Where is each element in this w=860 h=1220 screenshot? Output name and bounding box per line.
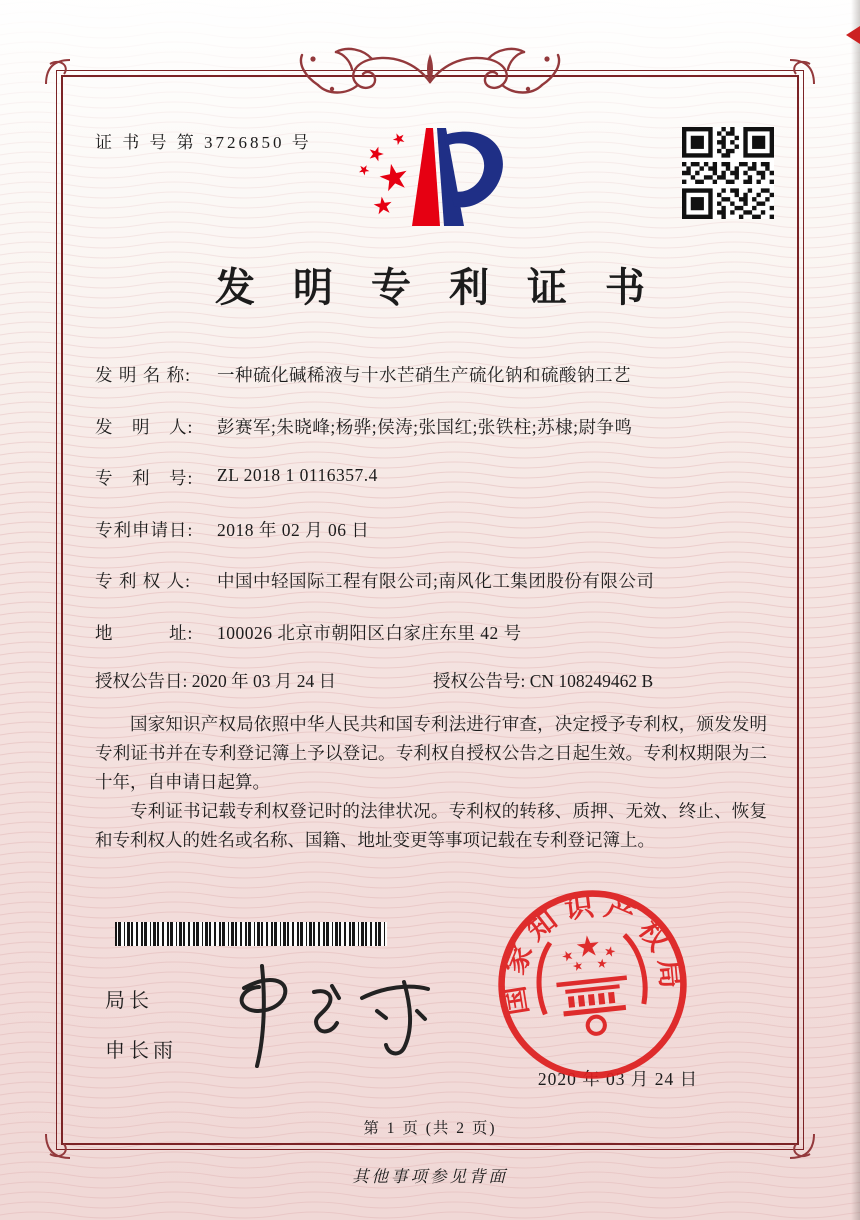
corner-ornament-top-right	[784, 54, 820, 90]
field-address	[95, 620, 765, 672]
field-label: 专 利 权 人:	[95, 571, 191, 591]
director-block	[105, 984, 177, 1063]
legal-text	[95, 710, 767, 855]
field-label: 专利申请日:	[95, 519, 194, 540]
legal-paragraph-1: 国家知识产权局依照中华人民共和国专利法进行审查，决定授予专利权，颁发发明专利证书并在专利登记簿上予以登记。专利权自授权公告之日起生效。专利权期限为二十年，自申请日起算。	[95, 714, 767, 792]
grant-number-label: 授权公告号:	[433, 671, 530, 691]
field-label: 发 明 名 称:	[95, 365, 191, 385]
field-patent-number	[95, 465, 765, 517]
field-value: 100026 北京市朝阳区白家庄东里 42 号	[217, 622, 522, 643]
cnipa-logo	[352, 122, 517, 240]
document-title: 发明专利证书	[215, 265, 683, 310]
field-application-date	[95, 517, 765, 569]
field-patentee	[95, 568, 765, 620]
field-label: 专 利 号:	[95, 468, 194, 488]
seal-text: 国家知识产权局	[498, 890, 687, 1018]
field-value: ZL 2018 1 0116357.4	[217, 465, 378, 485]
field-inventors	[95, 414, 765, 466]
back-side-note: 其他事项参见背面	[352, 1167, 508, 1186]
director-title: 局长	[105, 990, 153, 1012]
field-label: 地 址:	[95, 622, 194, 643]
legal-paragraph-2: 专利证书记载专利权登记时的法律状况。专利权的转移、质押、无效、终止、恢复和专利权人的姓名或名称、国籍、地址变更等事项记载在专利登记簿上。	[95, 801, 767, 850]
grant-date-value: 2020 年 03 月 24 日	[191, 671, 337, 691]
top-flourish-ornament	[285, 42, 575, 108]
director-name: 申长雨	[105, 1040, 177, 1062]
certificate-number: 证 书 号 第 3726850 号	[95, 133, 312, 152]
seal-date: 2020 年 03 月 24 日	[537, 1069, 699, 1089]
grant-row	[95, 668, 765, 693]
qr-code	[682, 127, 774, 219]
field-value: 彭赛军;朱晓峰;杨骅;侯涛;张国红;张铁柱;苏棣;尉争鸣	[217, 416, 633, 437]
grant-number-value: CN 108249462 B	[529, 671, 654, 691]
field-value: 2018 年 02 月 06 日	[217, 519, 370, 540]
scan-edge-shadow	[851, 0, 860, 1220]
field-list	[95, 362, 765, 671]
field-value: 一种硫化碱稀液与十水芒硝生产硫化钠和硫酸钠工艺	[217, 365, 631, 385]
grant-date-label: 授权公告日:	[95, 671, 192, 691]
page-curl-mark	[846, 26, 860, 44]
director-signature	[212, 956, 447, 1074]
barcode	[115, 922, 387, 946]
field-invention-name	[95, 362, 765, 414]
page-number: 第 1 页 (共 2 页)	[363, 1120, 497, 1137]
field-value: 中国中轻国际工程有限公司;南风化工集团股份有限公司	[217, 571, 655, 591]
corner-ornament-top-left	[40, 54, 76, 90]
field-label: 发 明 人:	[95, 416, 194, 437]
